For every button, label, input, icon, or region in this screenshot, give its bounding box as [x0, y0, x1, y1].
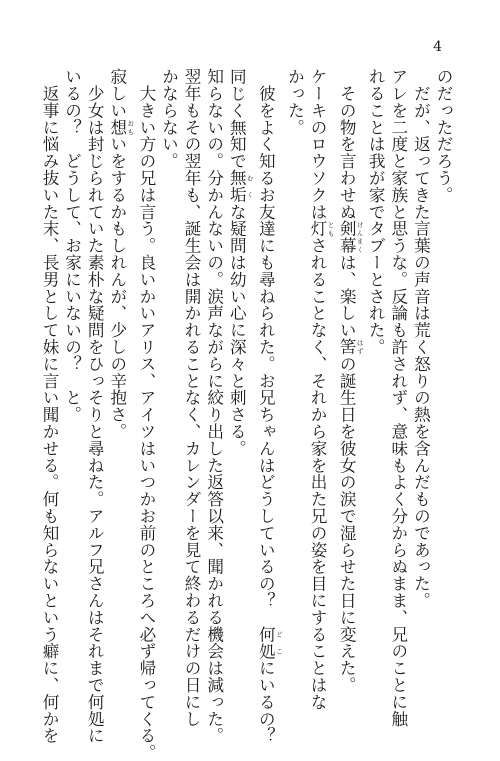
text-line: 知らないの。分かんないの。涙声ながらに絞り出した返答以来、聞かれる機会は減った。	[204, 68, 224, 744]
text-line: かった。	[285, 68, 305, 136]
text-line: れることは我が家でタブーとされた。	[366, 68, 386, 356]
text-line: 大きい方の兄は言う。良いかいアリス、アイツはいつかお前のところへ必ず帰ってくる。	[136, 68, 156, 761]
text-line: 翌年もその翌年も、誕生会は開かれることなく、カレンダーを見て終わるだけの日にし	[182, 68, 202, 728]
text-line: だが、返ってきた言葉の声音は荒く怒りの熱を含んだものであった。	[411, 68, 431, 609]
text-line: 少女は封じられていた素朴な疑問をひっそりと尋ねた。アルフ兄さんはそれまで何処に	[85, 68, 105, 744]
text-line: いるの？ どうして、お家にいないの？ と。	[62, 68, 82, 423]
text-line: 寂しい想 おもいをするかもしれんが、少しの辛抱さ。	[107, 68, 135, 440]
page-number: 4	[433, 39, 442, 55]
text-line: 返事に悩み抜いた末、長男として妹に言い聞かせる。何も知らないという癖に、何かを	[40, 68, 59, 744]
text-line: のだっただろう。	[434, 68, 453, 204]
text-line: その物を言わせぬ剣幕 けんまくは、楽しい筈 はずの誕生日を彼女の涙で湿らせた日に変えた。	[337, 68, 364, 694]
text-line: アレを二度と家族と思うな。反論も許されず、意味もよく分からぬまま、兄のことに触	[388, 68, 408, 728]
text-line: かならない。	[159, 68, 179, 170]
furigana: 無垢 むく	[227, 169, 254, 204]
text-line: ケーキのロウソクは灯 ともされることなく、それから家を出た兄の姿を目にすることはな	[308, 68, 335, 711]
text-line: 同じく無知で無垢 むくな疑問は幼い心に深々と刺さる。	[227, 68, 254, 457]
vertical-text-block	[40, 68, 454, 761]
furigana: 筈 はず	[337, 338, 364, 356]
furigana: 剣幕 けんまく	[337, 220, 364, 254]
furigana: 想 おも	[107, 118, 135, 136]
furigana: 灯 とも	[308, 220, 335, 238]
furigana: 何処 どこ	[256, 625, 283, 660]
text-line: 彼をよく知るお友達にも尋ねられた。お兄ちゃんはどうしているの？ 何処 どこにいるの？	[256, 68, 283, 745]
